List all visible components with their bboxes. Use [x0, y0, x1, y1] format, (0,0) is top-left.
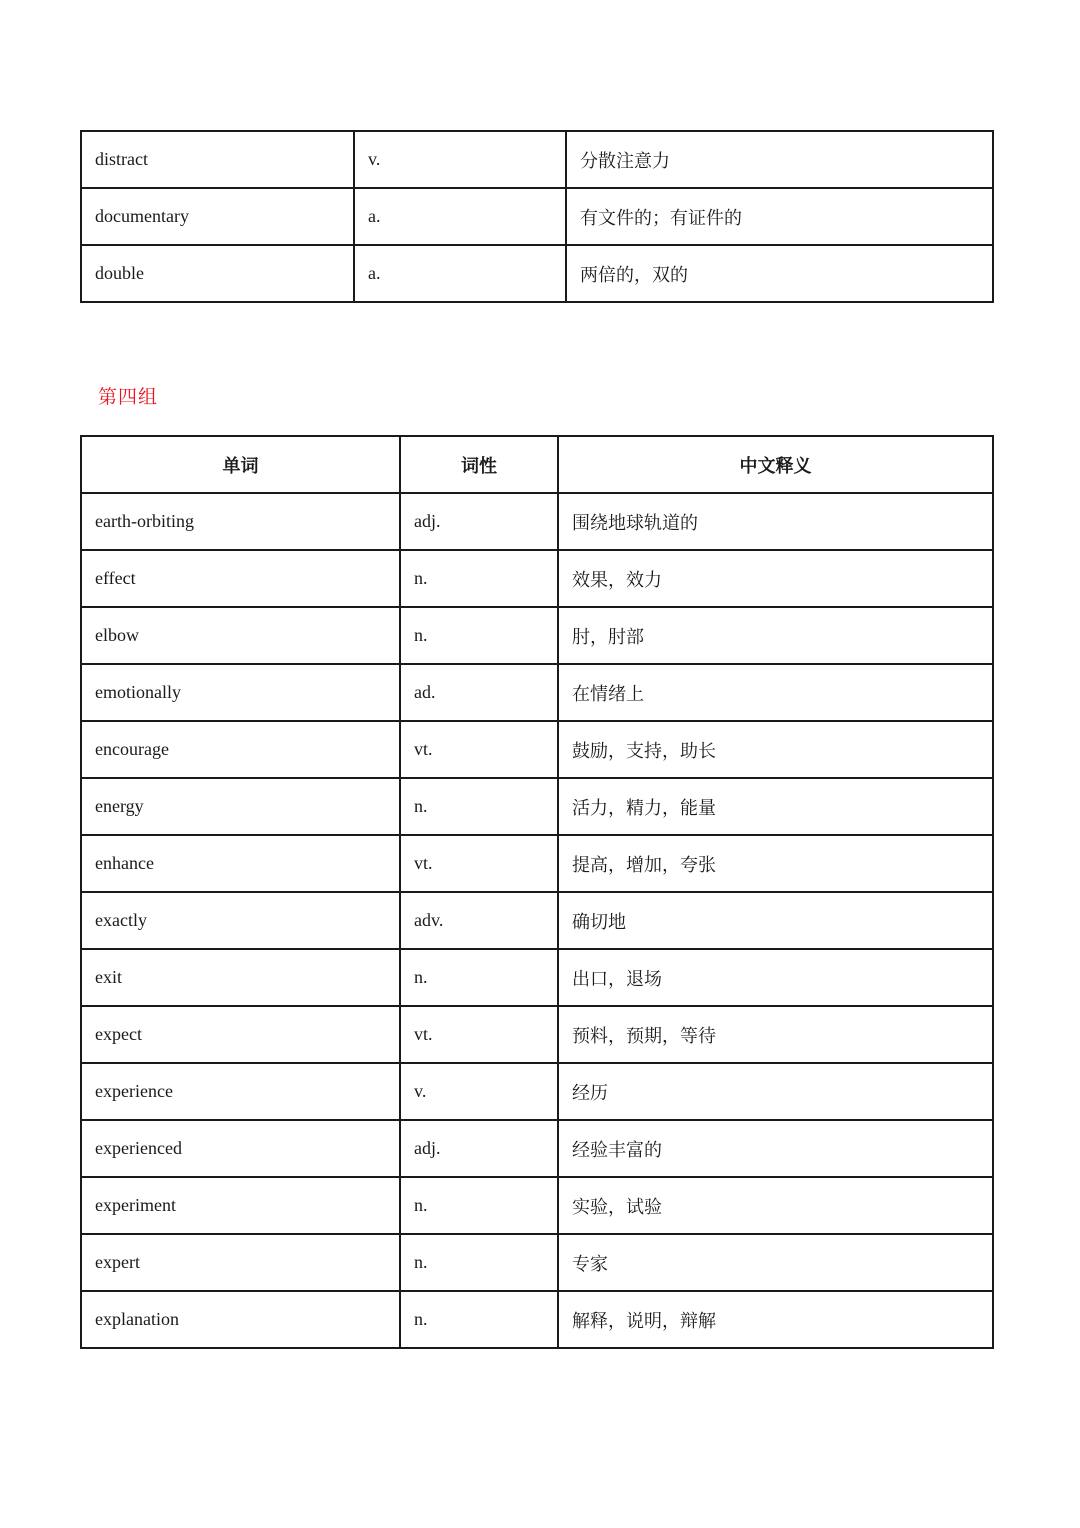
meaning-cell: 围绕地球轨道的 — [558, 493, 993, 550]
meaning-cell: 肘，肘部 — [558, 607, 993, 664]
vocab-table-group-3 — [80, 130, 994, 303]
vocab-table-body — [81, 493, 993, 1348]
pos-cell: v. — [354, 131, 566, 188]
table-row — [81, 131, 993, 188]
word-cell: exactly — [81, 892, 400, 949]
table-row — [81, 835, 993, 892]
table-row — [81, 778, 993, 835]
pos-cell: adj. — [400, 1120, 558, 1177]
word-cell: earth-orbiting — [81, 493, 400, 550]
meaning-cell: 在情绪上 — [558, 664, 993, 721]
meaning-cell: 有文件的；有证件的 — [566, 188, 993, 245]
table-row — [81, 949, 993, 1006]
table-row — [81, 493, 993, 550]
word-cell: exit — [81, 949, 400, 1006]
section-title: 第四组 — [98, 387, 159, 408]
meaning-cell: 活力，精力，能量 — [558, 778, 993, 835]
pos-cell: n. — [400, 949, 558, 1006]
table-row — [81, 245, 993, 302]
meaning-cell: 专家 — [558, 1234, 993, 1291]
meaning-cell: 分散注意力 — [566, 131, 993, 188]
meaning-cell: 提高，增加，夸张 — [558, 835, 993, 892]
meaning-cell: 鼓励，支持，助长 — [558, 721, 993, 778]
vocab-table-header — [81, 436, 993, 493]
pos-cell: n. — [400, 778, 558, 835]
word-cell: enhance — [81, 835, 400, 892]
vocab-table-body — [81, 131, 993, 302]
pos-cell: vt. — [400, 721, 558, 778]
pos-cell: adv. — [400, 892, 558, 949]
table-row — [81, 550, 993, 607]
pos-cell: vt. — [400, 1006, 558, 1063]
word-cell: experienced — [81, 1120, 400, 1177]
table-row — [81, 664, 993, 721]
pos-cell: n. — [400, 1234, 558, 1291]
table-row — [81, 1234, 993, 1291]
table-row — [81, 1177, 993, 1234]
word-cell: explanation — [81, 1291, 400, 1348]
pos-cell: vt. — [400, 835, 558, 892]
word-cell: effect — [81, 550, 400, 607]
column-header-pos: 词性 — [400, 436, 558, 493]
column-header-meaning: 中文释义 — [558, 436, 993, 493]
table-row — [81, 721, 993, 778]
word-cell: documentary — [81, 188, 354, 245]
pos-cell: v. — [400, 1063, 558, 1120]
table-row — [81, 1120, 993, 1177]
meaning-cell: 预料，预期，等待 — [558, 1006, 993, 1063]
table-row — [81, 1006, 993, 1063]
vocab-table-group-4 — [80, 435, 994, 1349]
table-row — [81, 1291, 993, 1348]
pos-cell: n. — [400, 607, 558, 664]
pos-cell: adj. — [400, 493, 558, 550]
table-row — [81, 892, 993, 949]
pos-cell: n. — [400, 550, 558, 607]
word-cell: encourage — [81, 721, 400, 778]
meaning-cell: 经验丰富的 — [558, 1120, 993, 1177]
pos-cell: a. — [354, 245, 566, 302]
pos-cell: ad. — [400, 664, 558, 721]
word-cell: double — [81, 245, 354, 302]
meaning-cell: 效果，效力 — [558, 550, 993, 607]
header-row — [81, 436, 993, 493]
meaning-cell: 确切地 — [558, 892, 993, 949]
pos-cell: n. — [400, 1177, 558, 1234]
meaning-cell: 实验，试验 — [558, 1177, 993, 1234]
word-cell: expert — [81, 1234, 400, 1291]
meaning-cell: 经历 — [558, 1063, 993, 1120]
word-cell: experiment — [81, 1177, 400, 1234]
pos-cell: a. — [354, 188, 566, 245]
table-row — [81, 1063, 993, 1120]
word-cell: distract — [81, 131, 354, 188]
word-cell: experience — [81, 1063, 400, 1120]
column-header-word: 单词 — [81, 436, 400, 493]
table-row — [81, 188, 993, 245]
meaning-cell: 解释，说明，辩解 — [558, 1291, 993, 1348]
table-row — [81, 607, 993, 664]
pos-cell: n. — [400, 1291, 558, 1348]
word-cell: expect — [81, 1006, 400, 1063]
word-cell: elbow — [81, 607, 400, 664]
word-cell: emotionally — [81, 664, 400, 721]
word-cell: energy — [81, 778, 400, 835]
meaning-cell: 出口，退场 — [558, 949, 993, 1006]
meaning-cell: 两倍的，双的 — [566, 245, 993, 302]
